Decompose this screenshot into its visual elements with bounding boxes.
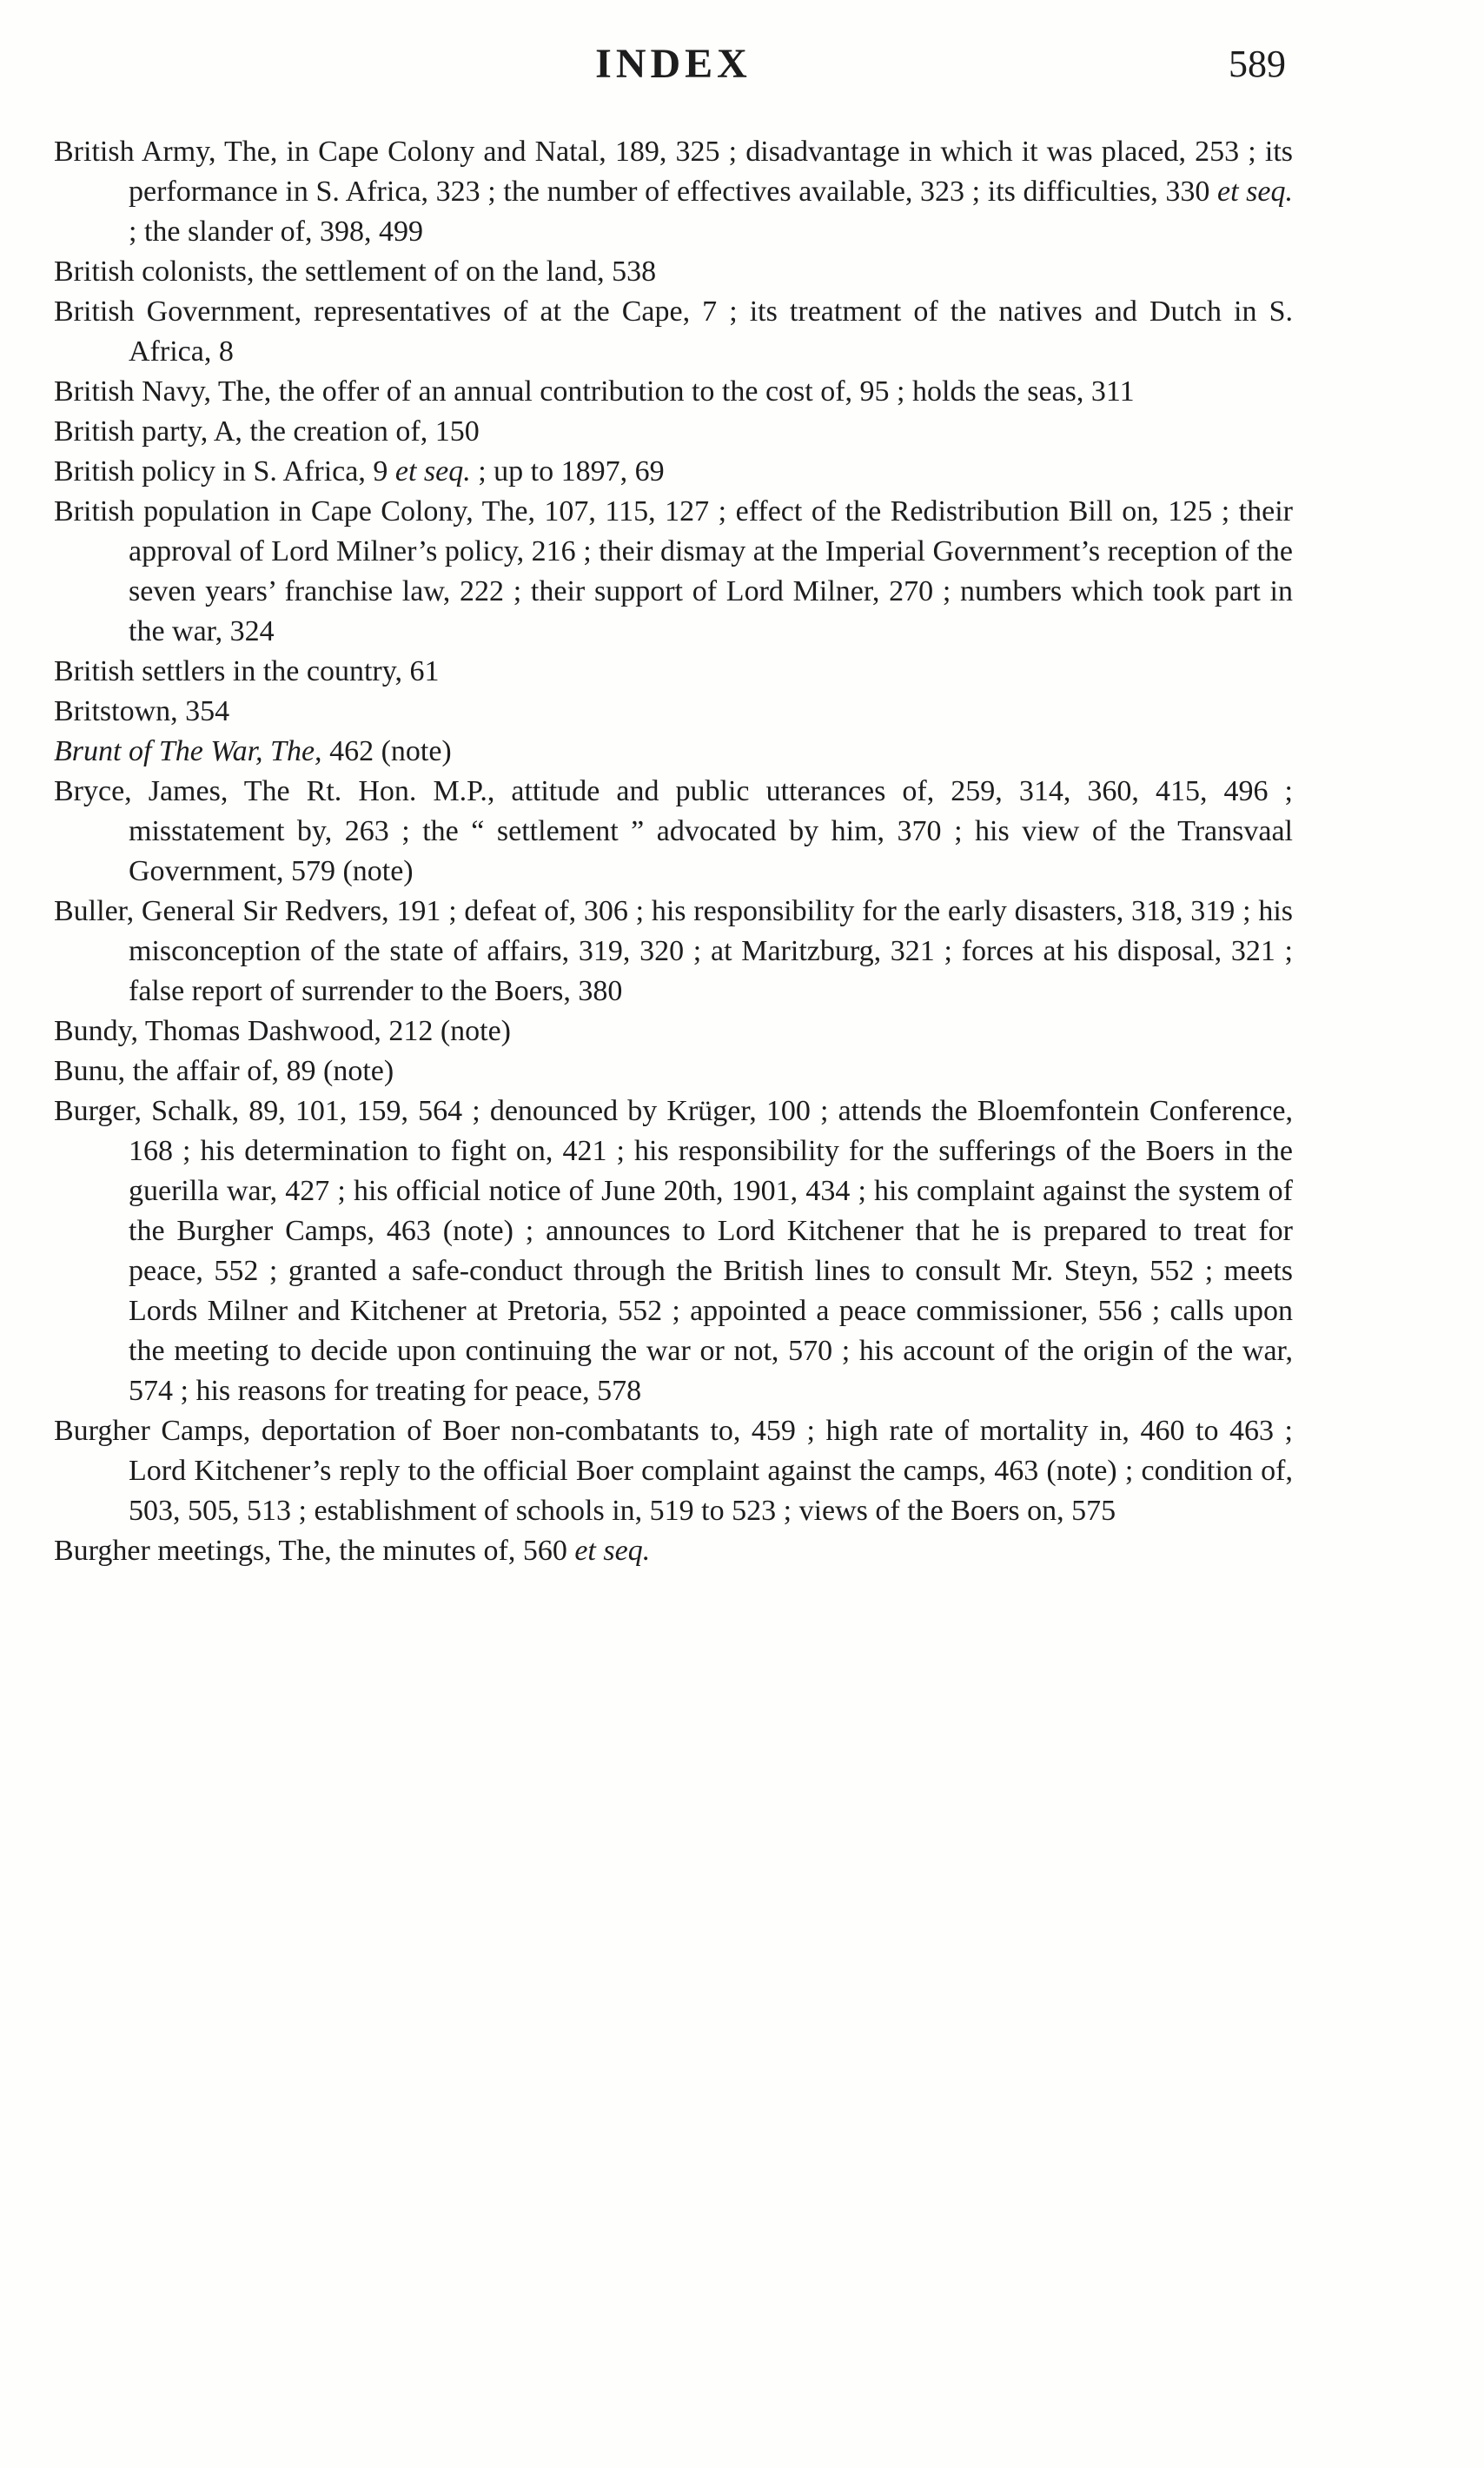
entry-text: Bunu, the affair of, 89 (note) bbox=[54, 1055, 394, 1087]
entry-text: British population in Cape Colony, The, 107, 115, 127 ; effect of the Redistribution Bill on, 125 ; their approval of Lord Milner’s policy, 216 ; their dismay at the Imperial Government’s reception of the seven years’ franchise law, 222 ; their support of Lord Milner, 270 ; numbers which took part in the war, 324 bbox=[54, 495, 1293, 647]
entry-text: British Army, The, in Cape Colony and Natal, 189, 325 ; disadvantage in which it was placed, 253 ; its performance in S. Africa, 323 ; the number of effectives available, 323 ; its difficulties, 330 bbox=[54, 136, 1293, 208]
entry-text-italic: et seq. bbox=[1217, 176, 1294, 208]
entry-text: ; the slander of, 398, 499 bbox=[129, 216, 423, 248]
entry-text: Burgher meetings, The, the minutes of, 560 bbox=[54, 1535, 575, 1567]
entry-text: ; up to 1897, 69 bbox=[470, 455, 665, 488]
index-entry bbox=[54, 732, 1293, 772]
entry-text: British Government, representatives of at the Cape, 7 ; its treatment of the natives and Dutch in S. Africa, 8 bbox=[54, 295, 1293, 368]
index-entry bbox=[54, 252, 1293, 292]
index-entry bbox=[54, 1531, 1293, 1571]
entry-text: British settlers in the country, 61 bbox=[54, 655, 440, 687]
entry-text: British policy in S. Africa, 9 bbox=[54, 455, 395, 488]
index-entry bbox=[54, 412, 1293, 452]
entry-text: Buller, General Sir Redvers, 191 ; defeat of, 306 ; his responsibility for the early disasters, 318, 319 ; his misconception of the state of affairs, 319, 320 ; at Maritzburg, 321 ; forces at his disposal, 321 ; false report of surrender to the Boers, 380 bbox=[54, 895, 1293, 1007]
entry-text: Burgher Camps, deportation of Boer non-combatants to, 459 ; high rate of mortality in, 460 to 463 ; Lord Kitchener’s reply to the official Boer complaint against the camps, 463 (note) ; condition of, 503, 505, 513 ; establishment of schools in, 519 to 523 ; views of the Boers on, 575 bbox=[54, 1415, 1293, 1527]
entry-text-italic: Brunt of The War, The, bbox=[54, 735, 322, 767]
index-entry bbox=[54, 772, 1293, 892]
index-entry bbox=[54, 492, 1293, 652]
entry-text: British Navy, The, the offer of an annual contribution to the cost of, 95 ; holds the seas, 311 bbox=[54, 375, 1135, 408]
entry-text: British colonists, the settlement of on the land, 538 bbox=[54, 255, 657, 288]
index-entry bbox=[54, 372, 1293, 412]
entry-text: British party, A, the creation of, 150 bbox=[54, 415, 480, 448]
index-entries bbox=[54, 132, 1293, 1571]
entry-text-italic: et seq. bbox=[394, 455, 471, 488]
index-title: INDEX bbox=[595, 41, 752, 87]
index-entry bbox=[54, 692, 1293, 732]
index-entry bbox=[54, 452, 1293, 492]
entry-text: Burger, Schalk, 89, 101, 159, 564 ; denounced by Krüger, 100 ; attends the Bloemfontein Conference, 168 ; his determination to fight on, 421 ; his responsibility for the sufferings of the Boers in the guerilla war, 427 ; his official notice of June 20th, 1901, 434 ; his complaint against the system of the Burgher Camps, 463 (note) ; announces to Lord Kitchener that he is prepared to treat for peace, 552 ; granted a safe-conduct through the British lines to consult Mr. Steyn, 552 ; meets Lords Milner and Kitchener at Pretoria, 552 ; appointed a peace commissioner, 556 ; calls upon the meeting to decide upon continuing the war or not, 570 ; his account of the origin of the war, 574 ; his reasons for treating for peace, 578 bbox=[54, 1095, 1293, 1407]
index-entry bbox=[54, 1411, 1293, 1531]
index-entry bbox=[54, 1052, 1293, 1091]
index-entry bbox=[54, 1091, 1293, 1411]
page-header bbox=[54, 36, 1293, 92]
entry-text-italic: et seq. bbox=[574, 1535, 651, 1567]
entry-text: Bundy, Thomas Dashwood, 212 (note) bbox=[54, 1015, 512, 1047]
entry-text: Britstown, 354 bbox=[54, 695, 230, 727]
index-entry bbox=[54, 652, 1293, 692]
entry-text: 462 (note) bbox=[321, 735, 452, 767]
index-entry bbox=[54, 132, 1293, 252]
index-entry bbox=[54, 292, 1293, 372]
index-entry bbox=[54, 892, 1293, 1012]
entry-text: Bryce, James, The Rt. Hon. M.P., attitude and public utterances of, 259, 314, 360, 415, 496 ; misstatement by, 263 ; the “ settlement ” advocated by him, 370 ; his view of the Transvaal Government, 579 (note) bbox=[54, 775, 1293, 887]
index-entry bbox=[54, 1012, 1293, 1052]
page-number: 589 bbox=[1229, 43, 1286, 85]
